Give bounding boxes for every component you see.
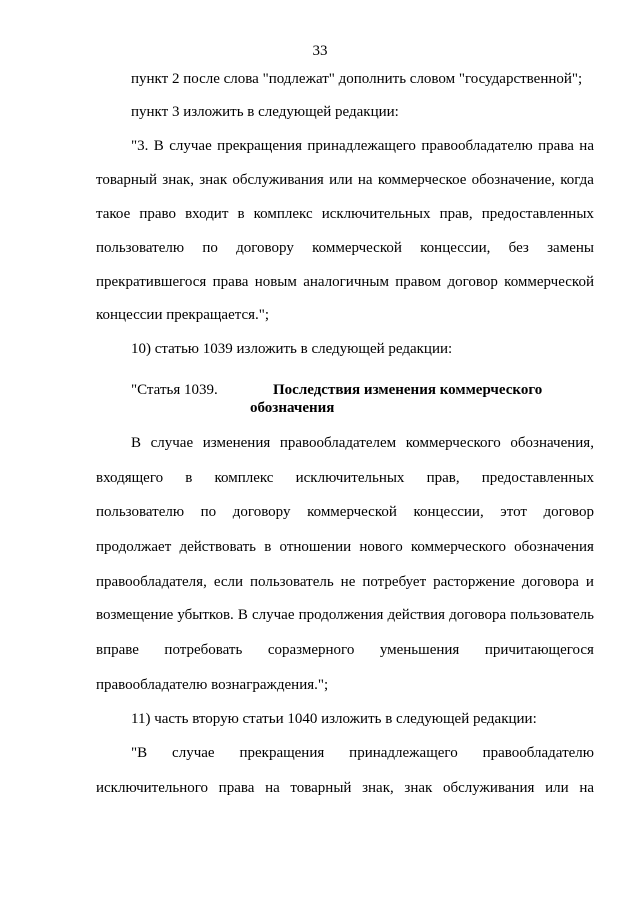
word: концессии, xyxy=(413,504,484,520)
text-line-15 xyxy=(96,606,594,624)
word: по xyxy=(202,240,218,256)
word: знак, xyxy=(362,780,394,796)
word: на xyxy=(357,172,373,188)
word: нового xyxy=(359,539,403,555)
word: товарный xyxy=(290,780,352,796)
text-line-14 xyxy=(96,573,594,591)
word: коммерческой xyxy=(504,274,594,290)
word: коммерческое xyxy=(377,172,467,188)
text-line-6 xyxy=(96,239,594,257)
word: потребовать xyxy=(164,642,243,658)
word: по xyxy=(200,504,217,520)
article-title-line-1: Последствия изменения коммерческого xyxy=(273,382,543,398)
text-line-18: 11) часть вторую статьи 1040 изложить в следующей редакции: xyxy=(131,711,537,727)
word: право xyxy=(139,206,177,222)
word: правообладателю xyxy=(482,745,594,761)
word: причитающегося xyxy=(484,642,594,658)
word: без xyxy=(508,240,529,256)
word: соразмерного xyxy=(267,642,355,658)
text-line-10 xyxy=(131,434,594,452)
word: права xyxy=(218,780,255,796)
word: предоставленных xyxy=(481,470,594,486)
word: прекратившегося xyxy=(96,274,207,290)
text-line-11 xyxy=(96,469,594,487)
text-line-8: концессии прекращается."; xyxy=(96,307,270,323)
word: в xyxy=(185,470,193,486)
word: правообладателя, xyxy=(96,574,207,590)
word: комплекс xyxy=(253,206,313,222)
word: и xyxy=(585,574,594,590)
word: возмещение xyxy=(96,607,174,623)
article-heading xyxy=(131,381,594,399)
word: пользователю xyxy=(96,504,185,520)
word: случае xyxy=(252,607,295,623)
word: уменьшения xyxy=(379,642,460,658)
word: пользователю xyxy=(96,240,185,256)
word: знак xyxy=(404,780,433,796)
word: коммерческого xyxy=(405,435,501,451)
word: принадлежащего xyxy=(349,745,458,761)
word: новым xyxy=(254,274,297,290)
word: входит xyxy=(185,206,229,222)
text-line-20 xyxy=(96,779,594,797)
word: отношении xyxy=(279,539,352,555)
text-line-4 xyxy=(96,171,594,189)
word: В xyxy=(131,435,142,451)
word: исключительных xyxy=(295,470,405,486)
text-line-13 xyxy=(96,538,594,556)
text-line-17: правообладателю вознаграждения."; xyxy=(96,677,329,693)
text-line-9: 10) статью 1039 изложить в следующей редакции: xyxy=(131,341,453,357)
word: если xyxy=(213,574,244,590)
word: такое xyxy=(96,206,131,222)
word: на xyxy=(579,138,594,154)
word: предоставленных xyxy=(481,206,594,222)
word: договора xyxy=(449,607,507,623)
article-number: "Статья 1039. xyxy=(131,382,218,398)
word: исключительного xyxy=(96,780,209,796)
word: продолжения xyxy=(298,607,384,623)
word: или xyxy=(329,172,353,188)
word: прав, xyxy=(426,470,460,486)
text-line-12 xyxy=(96,503,594,521)
word: правом xyxy=(395,274,442,290)
word: договор xyxy=(543,504,594,520)
word: знак, xyxy=(162,172,194,188)
word: на xyxy=(579,780,594,796)
word: продолжает xyxy=(96,539,172,555)
text-line-5 xyxy=(96,205,594,223)
word: прав, xyxy=(439,206,473,222)
word: входящего xyxy=(96,470,164,486)
word: коммерческого xyxy=(410,539,506,555)
word: когда xyxy=(560,172,594,188)
word: потребует xyxy=(362,574,427,590)
word: обозначения xyxy=(514,539,594,555)
word: пользователь xyxy=(510,607,594,623)
word: коммерческой xyxy=(312,240,402,256)
word: концессии, xyxy=(420,240,491,256)
word: действовать xyxy=(179,539,257,555)
word: правообладателю xyxy=(421,138,533,154)
text-line-7 xyxy=(96,273,594,291)
word: принадлежащего xyxy=(307,138,416,154)
word: случае xyxy=(172,745,215,761)
word: случае xyxy=(150,435,194,451)
word: обозначения, xyxy=(510,435,594,451)
text-line-1: пункт 2 после слова "подлежат" дополнить словом "государственной"; xyxy=(131,71,583,87)
word: или xyxy=(545,780,569,796)
word: случае xyxy=(169,138,212,154)
word: "В xyxy=(131,745,148,761)
word: договор xyxy=(447,274,498,290)
word: коммерческой xyxy=(307,504,397,520)
text-line-19 xyxy=(131,744,594,762)
word: правообладателем xyxy=(279,435,397,451)
word: действия xyxy=(387,607,446,623)
word: вправе xyxy=(96,642,139,658)
word: расторжение xyxy=(433,574,515,590)
page-number: 33 xyxy=(312,43,328,59)
word: на xyxy=(265,780,280,796)
word: права xyxy=(538,138,574,154)
word: договору xyxy=(232,504,291,520)
word: товарный xyxy=(96,172,158,188)
article-title-line-2: обозначения xyxy=(250,400,335,416)
word: не xyxy=(340,574,356,590)
word: В xyxy=(237,607,248,623)
text-line-3 xyxy=(131,137,594,155)
word: договора xyxy=(521,574,579,590)
text-line-2: пункт 3 изложить в следующей редакции: xyxy=(131,104,399,120)
word: договору xyxy=(236,240,294,256)
word: прекращения xyxy=(217,138,302,154)
word: обозначение, xyxy=(471,172,555,188)
word: в xyxy=(264,539,272,555)
word: в xyxy=(237,206,245,222)
word: прекращения xyxy=(239,745,325,761)
word: исключительных xyxy=(321,206,431,222)
word: обслуживания xyxy=(232,172,324,188)
word: аналогичным xyxy=(303,274,389,290)
word: этот xyxy=(500,504,527,520)
word: обслуживания xyxy=(442,780,535,796)
word: В xyxy=(153,138,164,154)
word: "3. xyxy=(131,138,149,154)
word: права xyxy=(212,274,249,290)
word: комплекс xyxy=(214,470,274,486)
word: знак xyxy=(199,172,228,188)
word: изменения xyxy=(202,435,271,451)
word: замены xyxy=(547,240,594,256)
text-line-16 xyxy=(96,641,594,659)
word: убытков. xyxy=(177,607,234,623)
word: пользователь xyxy=(250,574,334,590)
